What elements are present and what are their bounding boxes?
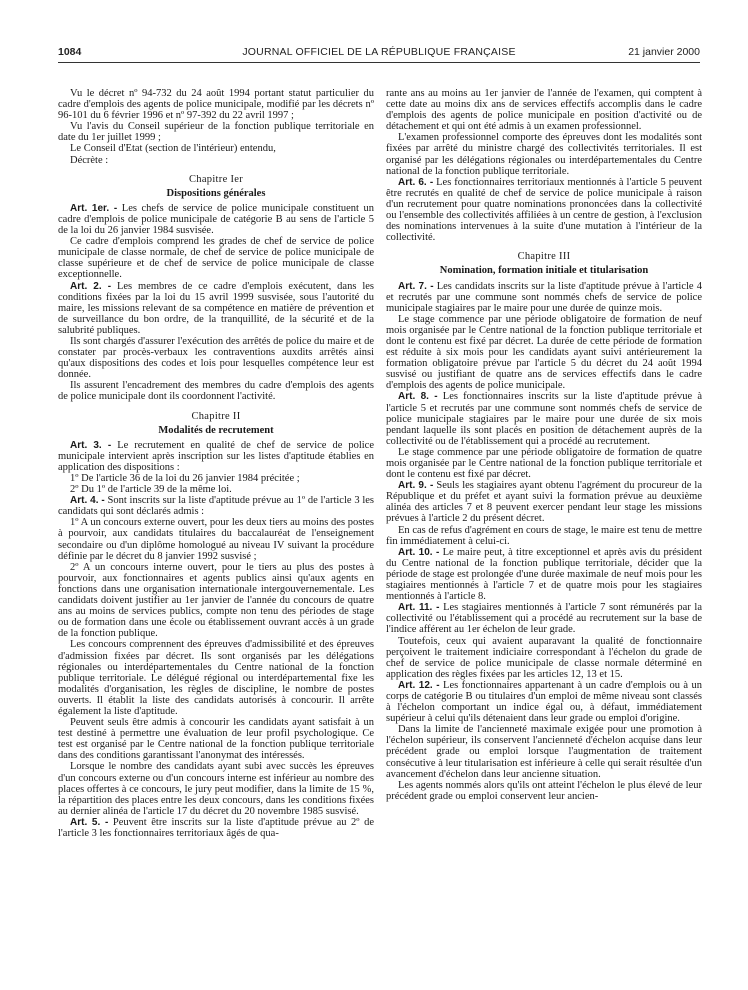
list-item: 2º A un concours interne ouvert, pour le tiers au plus des postes à pourvoir, aux fonctionnaires et agents publics ainsi qu'aux agents en fonctions dans une organisation internationale intergouvernementale. Les candidats doivent justifier au 1er janvier de l'année du concours de quatre ans au moins de services publics, compte non tenu des périodes de stage ou de formation dans une école ou établissement ouvrant accès à un grade de la fonction publique. (58, 561, 374, 640)
article-label: Art. 6. - (398, 176, 434, 188)
article-label: Art. 10. - (398, 546, 440, 558)
article-text: Les membres de ce cadre d'emplois exécutent, dans les conditions fixées par la loi du 15 avril 1999 susvisée, sous l'autorité du maire, les missions relevant de sa compétence en matière de prévention et de surveillance du bon ordre, de la tranquillité, de la sécurité et de la salubrité publiques. (58, 280, 375, 336)
list-item: 1º A un concours externe ouvert, pour les deux tiers au moins des postes à pourvoir, aux candidats titulaires du baccalauréat de l'enseignement secondaire ou d'un diplôme homologué au niveau IV suivant la procédure définie par le décret du 8 janvier 1992 susvisé ; (58, 517, 374, 562)
article-text: Les fonctionnaires territoriaux mentionnés à l'article 5 peuvent être recrutés en qualité de chef de service de police municipale à raison d'un recrutement pour quatre nominations prononcées dans la collectivité ou l'ensemble des collectivités affiliées à un centre de gestion, à l'exclusion des nominations intervenues à la suite d'une mutation à l'intérieur de la collectivité. (386, 176, 703, 244)
article-label: Art. 9. - (398, 480, 434, 492)
article-paragraph (386, 391, 702, 446)
article-paragraph: L'examen professionnel comporte des épreuves dont les modalités sont fixées par arrêté du ministre chargé des collectivités territoriales. Il est organisé par les délégations régionales ou interdépartementales du Centre national de la fonction publique territoriale. (386, 132, 702, 177)
article-text: Les candidats inscrits sur la liste d'aptitude prévue à l'article 4 et recrutés par une commune sont nommés chefs de service de police municipale stagiaires par le maire pour une durée de quinze mois. (386, 280, 702, 314)
list-item: 2º Du 1º de l'article 39 de la même loi. (70, 484, 232, 496)
article-paragraph (386, 547, 702, 602)
left-column (58, 88, 374, 839)
chapter-title: Nomination, formation initiale et titularisation (439, 265, 649, 277)
article-paragraph: Ils sont chargés d'assurer l'exécution des arrêtés de police du maire et de constater par procès-verbaux les contraventions auxdits arrêtés ainsi qu'aux dispositions des codes et lois pour lesquelles compétence leur est donnée. (58, 335, 374, 381)
article-text: Le maire peut, à titre exceptionnel et après avis du président du Centre national de la fonction publique territoriale, décider que la période de stage est prolongée d'une durée maximale de neuf mois pour les stagiaires mentionnés à l'article 7 et de quatre mois pour les stagiaires mentionnés à l'article 8. (386, 546, 703, 603)
article-paragraph: Ils assurent l'encadrement des membres du cadre d'emplois des agents de police municipale dont ils coordonnent l'activité. (58, 380, 374, 403)
decrete-line: Décrète : (70, 154, 109, 166)
page-header (58, 46, 700, 60)
chapter-heading: Chapitre III (517, 251, 571, 263)
article-text: Peuvent être inscrits sur la liste d'aptitude prévue au 2º de l'article 3 les fonctionnaires territoriaux âgés de qua- (58, 816, 375, 839)
article-text: Sont inscrits sur la liste d'aptitude prévue au 1º de l'article 3 les candidats qui sont déclarés admis : (58, 495, 374, 518)
visa-paragraph: Vu l'avis du Conseil supérieur de la fonction publique territoriale en date du 1er juillet 1999 ; (58, 121, 374, 144)
visa-paragraph: Le Conseil d'Etat (section de l'intérieur) entendu, (70, 143, 276, 155)
article-paragraph: Le stage commence par une période obligatoire de formation de quatre mois organisée par le Centre national de la fonction publique territoriale et dont le contenu est fixé par décret. (386, 446, 702, 481)
journal-title: JOURNAL OFFICIEL DE LA RÉPUBLIQUE FRANÇAISE (242, 46, 516, 58)
article-label: Art. 8. - (398, 391, 438, 403)
article-paragraph (386, 281, 702, 314)
visa-paragraph: Vu le décret nº 94-732 du 24 août 1994 portant statut particulier du cadre d'emplois des agents de police municipale, modifié par les décrets nº 96-101 du 6 février 1996 et nº 97-392 du 22 avril 1997 ; (58, 88, 374, 122)
article-paragraph (386, 602, 702, 635)
article-paragraph (58, 440, 374, 473)
article-text: Le recrutement en qualité de chef de service de police municipale intervient après inscription sur les listes d'aptitude établies en application des dispositions : (58, 439, 374, 473)
article-paragraph (58, 817, 374, 839)
article-paragraph: Le stage commence par une période obligatoire de formation de neuf mois organisée par le Centre national de la fonction publique territoriale et dont le contenu est fixé par décret. La durée de cette période de formation est réduite à six mois pour les candidats ayant suivi antérieurement la formation obligatoire prévue par l'article 5 du décret du 24 août 1994 susvisé ou justifiant de quatre ans de services effectifs dans le cadre d'emplois des agents de police municipale. (386, 313, 702, 392)
article-paragraph (386, 177, 702, 244)
header-rule (58, 62, 700, 63)
chapter-title: Modalités de recrutement (158, 424, 274, 436)
page-number: 1084 (58, 46, 82, 58)
article-label: Art. 5. - (70, 816, 109, 828)
article-text: Les fonctionnaires inscrits sur la liste d'aptitude prévue à l'article 5 et recrutés par une commune sont nommés chefs de service de police municipale stagiaires par le maire pour une durée de six mois pendant laquelle ils sont placés en position de détachement auprès de la collectivité ou de l'établissement qui a procédé au recrutement. (386, 391, 703, 447)
article-paragraph: Les agents nommés alors qu'ils ont atteint l'échelon le plus élevé de leur précédent grade ou emploi conservent leur ancien- (386, 779, 702, 802)
article-paragraph (58, 281, 374, 336)
article-paragraph: Ce cadre d'emplois comprend les grades de chef de service de police municipale de classe normale, de chef de service de police municipale de classe supérieure et de chef de service de police municipale de classe exceptionnelle. (58, 236, 374, 281)
article-text: Seuls les stagiaires ayant obtenu l'agrément du procureur de la République et du préfet et ayant suivi la formation prévue au deuxième alinéa des articles 7 et 8 peuvent exercer pendant leur stage les missions prévues à l'article 2 du présent décret. (386, 480, 702, 525)
article-label: Art. 1er. - (70, 202, 118, 214)
article-text: Les fonctionnaires appartenant à un cadre d'emplois ou à un corps de catégorie B ou titulaires d'un emploi de même niveau sont classés à l'échelon comportant un indice égal ou, à défaut, immédiatement supérieur à celui qu'ils détenaient dans leur grade ou emploi d'origine. (386, 679, 703, 725)
article-label: Art. 2. - (70, 280, 112, 292)
list-item: 1º De l'article 36 de la loi du 26 janvier 1984 précitée ; (70, 473, 300, 484)
article-paragraph: Toutefois, ceux qui avaient auparavant la qualité de fonctionnaire perçoivent le traitement indiciaire correspondant à l'échelon du grade de chef de service de police municipale de classe normale déterminé en application des règles fixées par les articles 12, 13 et 15. (386, 635, 702, 680)
article-paragraph: Dans la limite de l'ancienneté maximale exigée pour une promotion à l'échelon supérieur, ils conservent l'ancienneté d'échelon acquise dans leur précédent grade ou emploi lorsque l'augmentation de traitement consécutive à leur titularisation est inférieure à celle qui serait résultée d'un avancement d'échelon dans leur ancienne situation. (386, 724, 702, 780)
article-paragraph: Lorsque le nombre des candidats ayant subi avec succès les épreuves d'un concours externe ou d'un concours interne est inférieur au nombre des places offertes à ce concours, le jury peut modifier, dans la limite de 15 %, la répartition des places entre les deux concours, dans les conditions fixées au dernier alinéa de l'article 17 du décret du 20 novembre 1985 susvisé. (58, 761, 374, 817)
article-text: Les chefs de service de police municipale constituent un cadre d'emplois de police municipale de catégorie B au sens de l'article 5 de la loi du 26 janvier 1984 susvisée. (58, 202, 374, 237)
article-label: Art. 4. - (70, 495, 105, 507)
chapter-title: Dispositions générales (166, 187, 266, 199)
right-column (386, 88, 702, 802)
article-label: Art. 11. - (398, 602, 440, 614)
article-paragraph: Les concours comprennent des épreuves d'admissibilité et des épreuves d'admission fixées par décret. Ils sont organisés par les délégations régionales ou interdépartementales du Centre national de la fonction publique territoriale. Le délégué régional ou interdépartemental fixe les modalités d'organisation, les règles de discipline, le nombre de postes ouverts. Il établit la liste des candidats autorisés à concourir. Il arrête également la liste d'aptitude. (58, 639, 374, 717)
article-paragraph (58, 495, 374, 517)
article-paragraph: En cas de refus d'agrément en cours de stage, le maire est tenu de mettre fin immédiatement à celui-ci. (386, 524, 702, 547)
chapter-heading: Chapitre Ier (188, 173, 244, 185)
article-paragraph: rante ans au moins au 1er janvier de l'année de l'examen, qui comptent à cette date au moins dix ans de services effectifs accomplis dans le cadre d'emplois des agents de police municipale en position d'activité ou de détachement et qui ont été admis à un examen professionnel. (386, 88, 702, 133)
article-label: Art. 12. - (398, 679, 440, 691)
article-label: Art. 7. - (398, 280, 434, 292)
article-text: Les stagiaires mentionnés à l'article 7 sont rémunérés par la collectivité ou l'établissement qui a procédé au recrutement sur la base de l'indice afférent au 1er échelon de leur grade. (386, 602, 703, 636)
article-paragraph (58, 203, 374, 236)
article-paragraph (386, 680, 702, 724)
article-paragraph (386, 480, 702, 524)
chapter-heading: Chapitre II (191, 410, 241, 422)
article-label: Art. 3. - (70, 439, 112, 451)
article-paragraph: Peuvent seuls être admis à concourir les candidats ayant satisfait à un test destiné à permettre une évaluation de leur profil psychologique. Ce test est organisé par le Centre national de la fonction publique territoriale dans des conditions garantissant l'anonymat des intéressés. (58, 717, 374, 762)
issue-date: 21 janvier 2000 (628, 46, 700, 58)
